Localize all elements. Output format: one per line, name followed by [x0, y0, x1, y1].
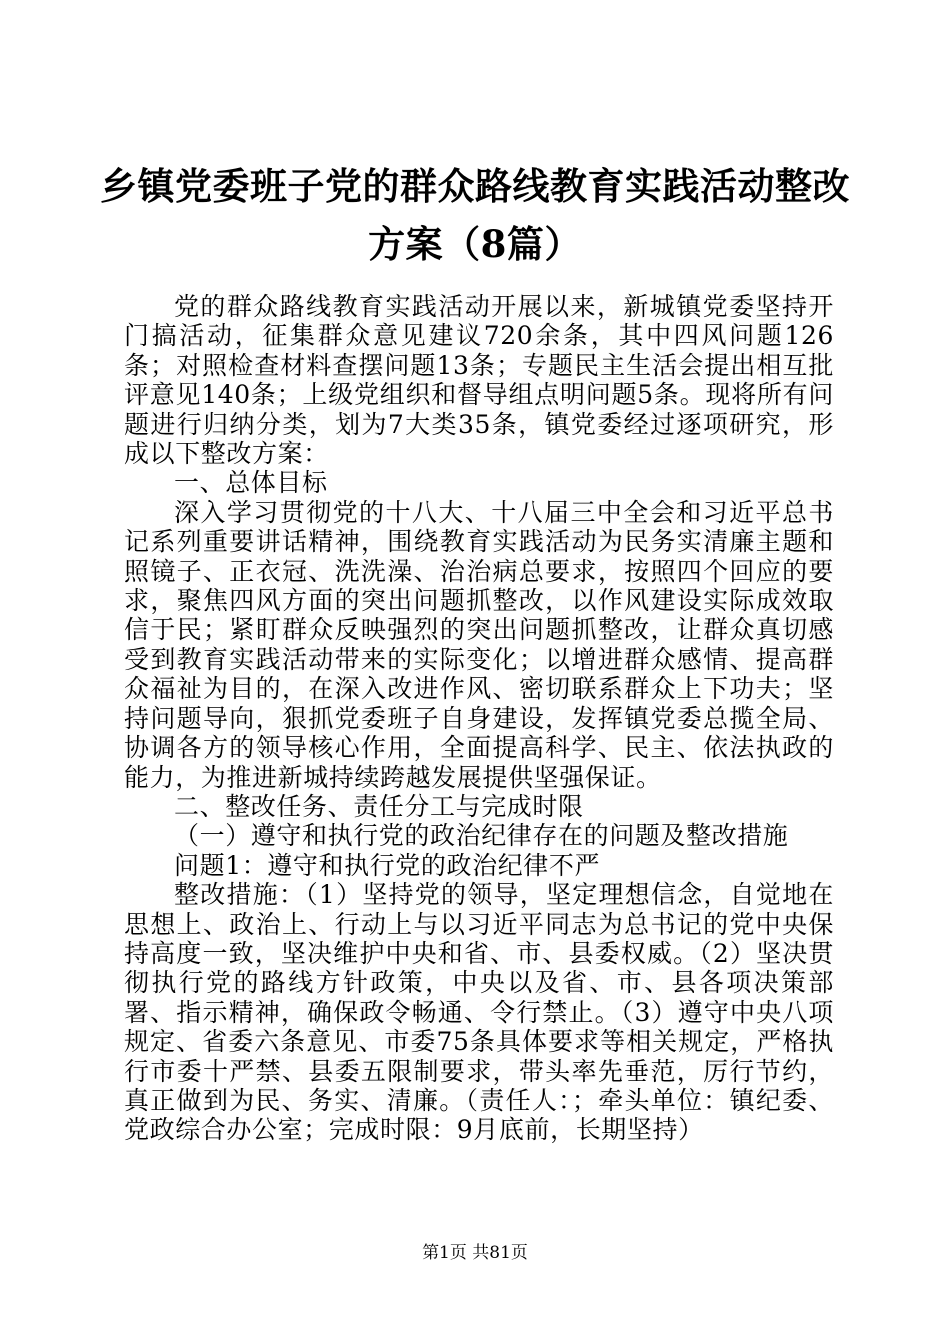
document-title-line-2: 方案（8篇） [368, 222, 582, 266]
subsection-heading-political-discipline: （一）遵守和执行党的政治纪律存在的问题及整改措施 [174, 821, 789, 851]
document-title-line-1: 乡镇党委班子党的群众路线教育实践活动整改 [100, 164, 850, 208]
document-body [124, 292, 834, 1145]
section-heading-tasks: 二、整改任务、责任分工与完成时限 [174, 791, 584, 821]
overall-goal-paragraph: 深入学习贯彻党的十八大、十八届三中全会和习近平总书记系列重要讲话精神，围绕教育实践活动为民务实清廉主题和照镜子、正衣冠、洗洗澡、治治病总要求，按照四个回应的要求，聚焦四风方面的突出问题抓整改，以作风建设实际成效取信于民；紧盯群众反映强烈的突出问题抓整改，让群众真切感受到教育实践活动带来的实际变化；以增进群众感情、提高群众福祉为目的，在深入改进作风、密切联系群众上下功夫；坚持问题导向，狠抓党委班子自身建设，发挥镇党委总揽全局、协调各方的领导核心作用，全面提高科学、民主、依法执政的能力，为推进新城持续跨越发展提供坚强保证。 [124, 497, 834, 792]
intro-paragraph: 党的群众路线教育实践活动开展以来，新城镇党委坚持开门搞活动，征集群众意见建议720余条，其中四风问题126条；对照检查材料查摆问题13条；专题民主生活会提出相互批评意见140条；上级党组织和督导组点明问题5条。现将所有问题进行归纳分类，划为7大类35条，镇党委经过逐项研究，形成以下整改方案： [124, 292, 834, 469]
page-footer: 第1页 共81页 [422, 1243, 528, 1263]
rectification-measures-paragraph: 整改措施：（1）坚持党的领导，坚定理想信念，自觉地在思想上、政治上、行动上与以习近平同志为总书记的党中央保持高度一致，坚决维护中央和省、市、县委权威。（2）坚决贯彻执行党的路线方针政策，中央以及省、市、县各项决策部署、指示精神，确保政令畅通、令行禁止。（3）遵守中央八项规定、省委六条意见、市委75条具体要求等相关规定，严格执行市委十严禁、县委五限制要求，带头率先垂范，厉行节约，真正做到为民、务实、清廉。（责任人：；牵头单位：镇纪委、党政综合办公室；完成时限：9月底前，长期坚持） [124, 880, 834, 1145]
problem-1-heading: 问题1：遵守和执行党的政治纪律不严 [174, 850, 601, 880]
section-heading-overall-goal: 一、总体目标 [174, 468, 328, 498]
